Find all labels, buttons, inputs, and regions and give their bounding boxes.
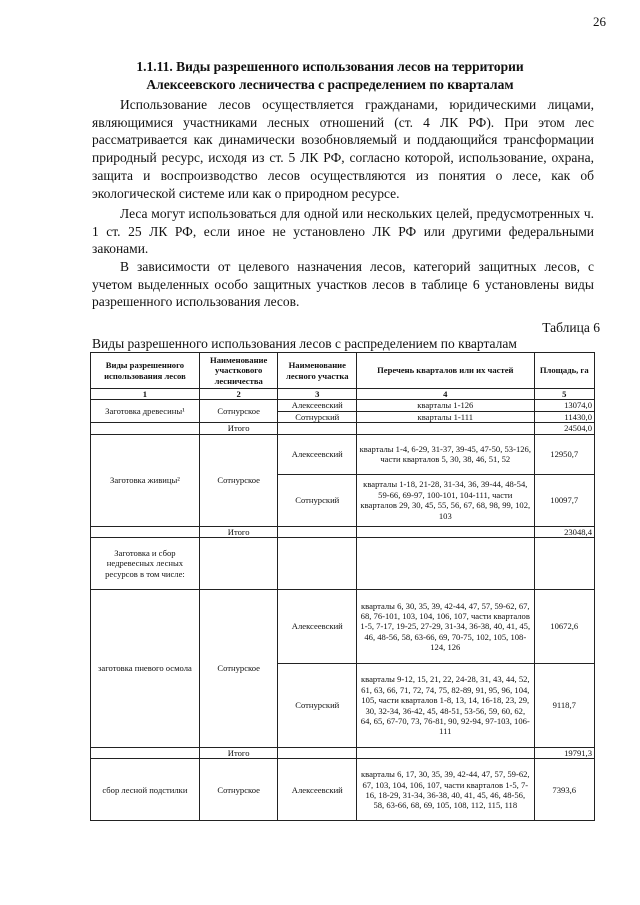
plot-cell: Сотнурский <box>278 411 357 422</box>
table-row <box>91 759 595 821</box>
table-caption: Виды разрешенного использования лесов с распределением по кварталам <box>92 336 517 351</box>
area-cell: 10672,6 <box>534 590 595 664</box>
plot-cell: Алексеевский <box>278 400 357 411</box>
area-cell: 11430,0 <box>534 411 595 422</box>
quarters-cell: кварталы 1-4, 6-29, 31-37, 39-45, 47-50, 53-126, части кварталов 5, 30, 38, 46, 51, 52 <box>357 434 534 474</box>
forestry-cell: Сотнурское <box>199 590 278 748</box>
table-row <box>91 400 595 411</box>
quarters-cell: кварталы 9-12, 15, 21, 22, 24-28, 31, 43, 44, 52, 61, 63, 66, 71, 72, 74, 75, 82-89, 91, 95, 96, 104, 105, части кварталов 1-8, 13, 14, 16-18, 23, 29, 30, 32-34, 36-42, 45, 48-51, 53-56, 59, 60, 62, 64, 65, 67-70, 73, 76-81, 90, 92-94, 97-103, 106-111 <box>357 664 534 748</box>
use-type-cell: сбор лесной подстилки <box>91 759 200 821</box>
use-type-cell: Заготовка и сбор недревесных лесных ресурсов в том числе: <box>91 538 200 590</box>
forestry-cell: Сотнурское <box>199 434 278 526</box>
heading-line-2: Алексеевского лесничества с распределением по кварталам <box>146 77 514 92</box>
table-row <box>91 538 595 590</box>
col-number: 5 <box>534 389 595 400</box>
table-row <box>91 434 595 474</box>
plot-cell: Алексеевский <box>278 590 357 664</box>
forestry-cell: Сотнурское <box>199 759 278 821</box>
table-total-row <box>91 423 595 434</box>
total-value: 23048,4 <box>534 526 595 537</box>
quarters-cell: кварталы 1-126 <box>357 400 534 411</box>
table-total-row <box>91 526 595 537</box>
paragraph-2: Леса могут использоваться для одной или нескольких целей, предусмотренных ч. 1 ст. 25 ЛК РФ, если иное не установлено ЛК РФ или другими федеральными законами. <box>92 206 594 257</box>
col-number: 3 <box>278 389 357 400</box>
quarters-cell: кварталы 1-111 <box>357 411 534 422</box>
section-heading <box>90 58 570 94</box>
col-number: 2 <box>199 389 278 400</box>
total-label: Итого <box>199 423 278 434</box>
use-type-cell: Заготовка древесины¹ <box>91 400 200 423</box>
header-plot: Наименование лесного участка <box>278 353 357 389</box>
header-quarters: Перечень кварталов или их частей <box>357 353 534 389</box>
table-label: Таблица 6 <box>542 320 600 335</box>
area-cell: 10097,7 <box>534 474 595 526</box>
page-number: 26 <box>593 14 606 29</box>
heading-line-1: 1.1.11. Виды разрешенного использования лесов на территории <box>136 59 524 74</box>
table-row <box>91 590 595 664</box>
land-use-table <box>90 352 595 821</box>
forestry-cell: Сотнурское <box>199 400 278 423</box>
plot-cell: Алексеевский <box>278 434 357 474</box>
table-header-row <box>91 353 595 389</box>
quarters-cell: кварталы 6, 30, 35, 39, 42-44, 47, 57, 59-62, 67, 68, 76-101, 103, 104, 106, 107, части кварталов 1-5, 7-17, 19-25, 27-29, 31-34, 36-38, 40, 41, 45, 46, 48-56, 58, 63-66, 69, 70-75, 102, 105, 108-124, 126 <box>357 590 534 664</box>
header-forestry: Наименование участкового лесничества <box>199 353 278 389</box>
col-number: 1 <box>91 389 200 400</box>
total-label: Итого <box>199 748 278 759</box>
table-number-row <box>91 389 595 400</box>
quarters-cell: кварталы 1-18, 21-28, 31-34, 36, 39-44, 48-54, 59-66, 69-97, 100-101, 104-111, части кварталов 29, 30, 45, 55, 56, 67, 68, 98, 99, 102, 103 <box>357 474 534 526</box>
use-type-cell: заготовка пневого осмола <box>91 590 200 748</box>
plot-cell: Алексеевский <box>278 759 357 821</box>
area-cell: 9118,7 <box>534 664 595 748</box>
area-cell: 12950,7 <box>534 434 595 474</box>
header-use-type: Виды разрешенного использования лесов <box>91 353 200 389</box>
plot-cell: Сотнурский <box>278 664 357 748</box>
total-label: Итого <box>199 526 278 537</box>
plot-cell: Сотнурский <box>278 474 357 526</box>
paragraph-3: В зависимости от целевого назначения лесов, категорий защитных лесов, с учетом выделенных особо защитных участков лесов в таблице 6 установлены виды разрешенного использования лесов. <box>92 259 594 310</box>
header-area: Площадь, га <box>534 353 595 389</box>
area-cell: 13074,0 <box>534 400 595 411</box>
table-total-row <box>91 748 595 759</box>
total-value: 24504,0 <box>534 423 595 434</box>
area-cell: 7393,6 <box>534 759 595 821</box>
col-number: 4 <box>357 389 534 400</box>
quarters-cell: кварталы 6, 17, 30, 35, 39, 42-44, 47, 57, 59-62, 67, 103, 104, 106, 107, части кварталов 1-5, 7-16, 18-29, 31-34, 36-38, 40, 41, 45, 46, 48-56, 58, 63-66, 68, 69, 105, 108, 112, 115, 118 <box>357 759 534 821</box>
paragraph-1: Использование лесов осуществляется гражданами, юридическими лицами, являющимися участниками лесных отношений (ст. 4 ЛК РФ). При этом лес рассматривается как динамически возобновляемый и поддающийся трансформации природный ресурс, исходя из ст. 5 ЛК РФ, согласно которой, использование, охрана, защита и воспроизводство лесов осуществляются из понятия о лесе, как об экологической системе или как о природном ресурсе. <box>92 97 594 201</box>
total-value: 19791,3 <box>534 748 595 759</box>
use-type-cell: Заготовка живицы² <box>91 434 200 526</box>
